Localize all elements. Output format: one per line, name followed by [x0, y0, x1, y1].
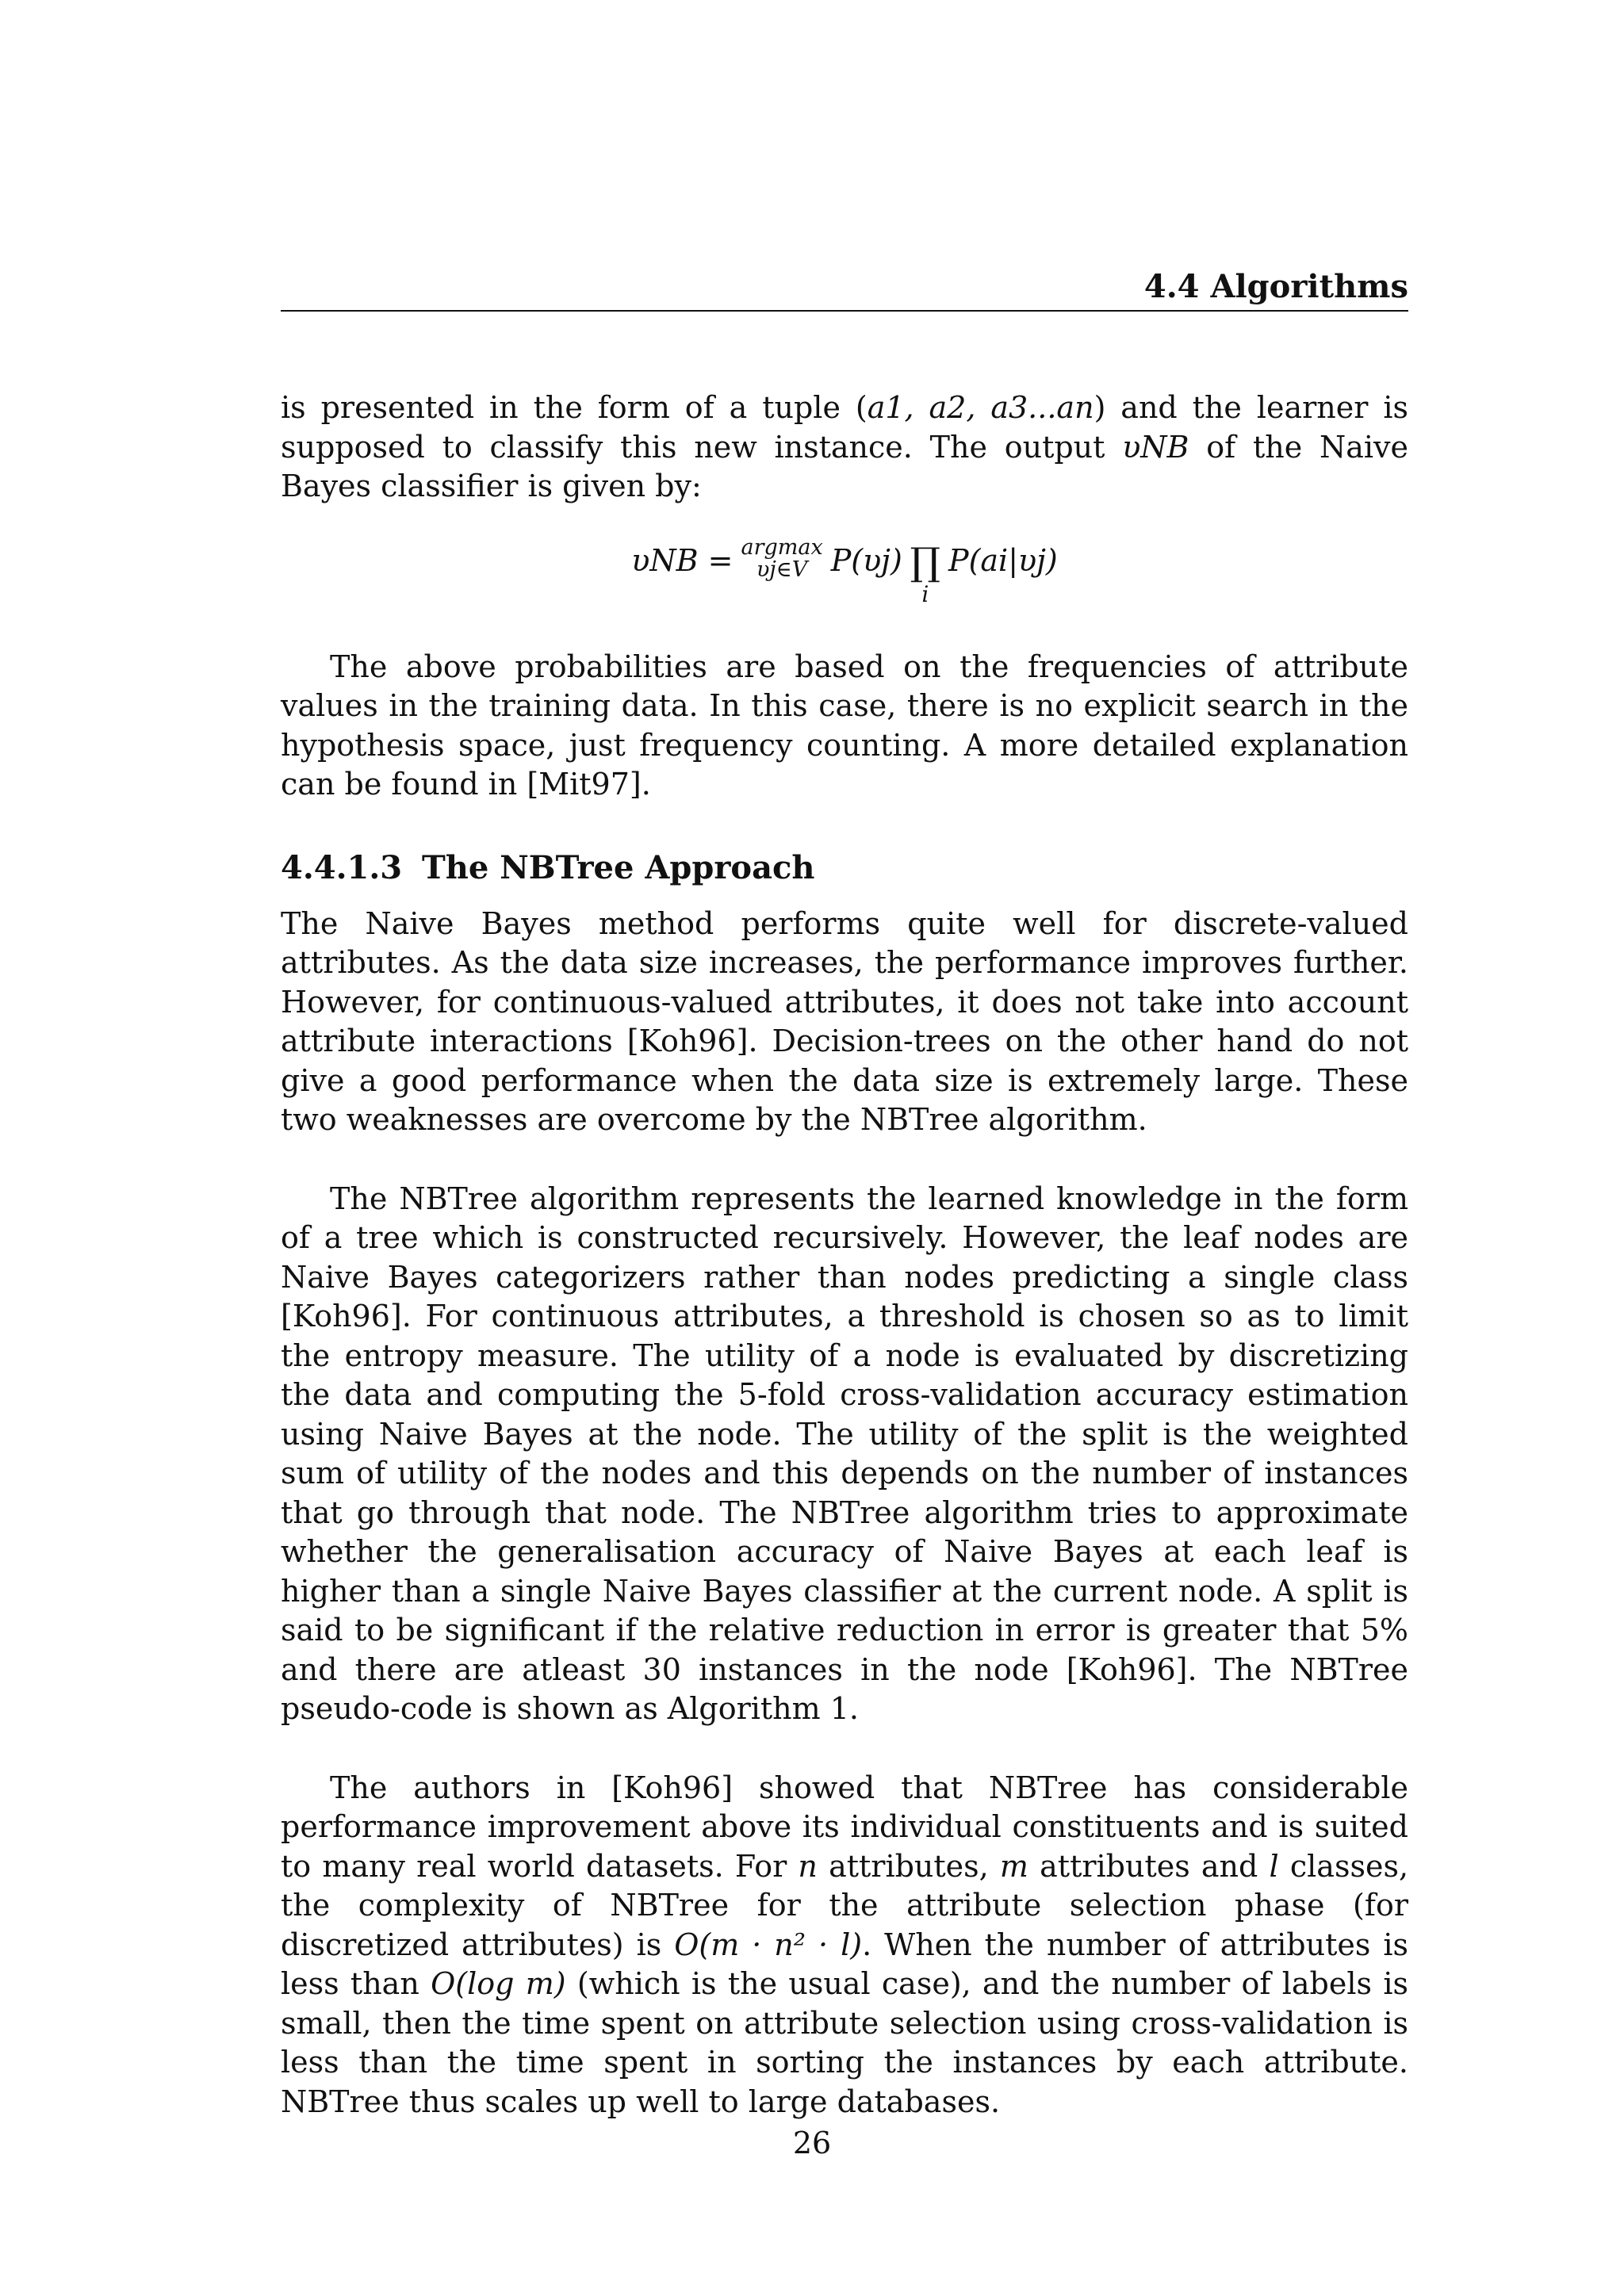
argmax-subscript: υj∈V	[756, 557, 808, 582]
running-head: 4.4 Algorithms	[1143, 268, 1408, 305]
product-index: i	[921, 580, 929, 607]
output-symbol: υNB	[1122, 429, 1189, 465]
text-run: classes, the complexity of NBTree for the attribute selection phase (for discretized attributes) is	[281, 1848, 1409, 1962]
equation-lhs: υNB =	[631, 542, 733, 578]
text-run: (which is the usual case), and the number of labels is small, then the time spent on attribute selection using cross-validation is less than the time spent in sorting the instances by each attribute. NBTree thus scales up well to large databases.	[281, 1966, 1408, 2119]
complexity-expression: O(m · n² · l)	[674, 1927, 863, 1962]
naive-bayes-equation	[281, 534, 1408, 614]
math-var: m	[999, 1848, 1028, 1884]
text-run: ) and the learner is supposed to classify this new instance. The output	[281, 390, 1408, 465]
text-run: The authors in [Koh96] showed that NBTree has considerable performance improvement above its individual constituents and is suited to many real world datasets. For	[281, 1770, 1408, 1884]
product-symbol: ∏	[910, 539, 940, 584]
section-title: The NBTree Approach	[422, 848, 815, 886]
tuple-math: a1, a2, a3...an	[867, 390, 1094, 425]
text-run: attributes and	[1028, 1848, 1270, 1884]
text-run: is presented in the form of a tuple (	[281, 390, 868, 425]
likelihood-term: P(ai|υj)	[948, 542, 1058, 578]
paragraph-nb-method: The Naive Bayes method performs quite well for discrete-valued attributes. As the data size increases, the performance improves further. However, for continuous-valued attributes, it does not take into account attribute interactions [Koh96]. Decision-trees on the other hand do not give a good performance when the data size is extremely large. These two weaknesses are overcome by the NBTree algorithm.	[281, 905, 1408, 1137]
product-operator	[910, 541, 940, 607]
paragraph-probabilities: The above probabilities are based on the frequencies of attribute values in the training data. In this case, there is no explicit search in the hypothesis space, just frequency counting. A more detailed explanation can be found in [Mit97].	[281, 649, 1408, 802]
math-var: l	[1269, 1848, 1279, 1884]
section-heading	[281, 846, 1408, 890]
paragraph-intro	[281, 388, 1408, 507]
section-number: 4.4.1.3	[281, 848, 403, 886]
argmax-label: argmax	[741, 534, 823, 560]
argmax-operator	[741, 534, 823, 582]
text-run: . When the number of attributes is less than	[281, 1927, 1408, 2001]
text-run: attributes,	[817, 1848, 1000, 1884]
paragraph-complexity	[281, 1769, 1408, 2122]
text-run: of the Naive Bayes classifier is given by:	[281, 429, 1408, 503]
log-expression: O(log m)	[431, 1966, 566, 2001]
math-var: n	[798, 1848, 818, 1884]
header-rule	[281, 310, 1408, 312]
page-number: 26	[792, 2126, 832, 2160]
body-text	[281, 388, 1408, 2122]
prior-term: P(υj)	[830, 542, 902, 578]
paragraph-nbtree-algorithm: The NBTree algorithm represents the learned knowledge in the form of a tree which is constructed recursively. However, the leaf nodes are Naive Bayes categorizers rather than nodes predicting a single class [Koh96]. For continuous attributes, a threshold is chosen so as to limit the entropy measure. The utility of a node is evaluated by discretizing the data and computing the 5-fold cross-validation accuracy estimation using Naive Bayes at the node. The utility of the split is the weighted sum of utility of the nodes and this depends on the number of instances that go through that node. The NBTree algorithm tries to approximate whether the generalisation accuracy of Naive Bayes at each leaf is higher than a single Naive Bayes classifier at the current node. A split is said to be significant if the relative reduction in error is greater that 5% and there are atleast 30 instances in the node [Koh96]. The NBTree pseudo-code is shown as Algorithm 1.	[281, 1181, 1408, 1726]
